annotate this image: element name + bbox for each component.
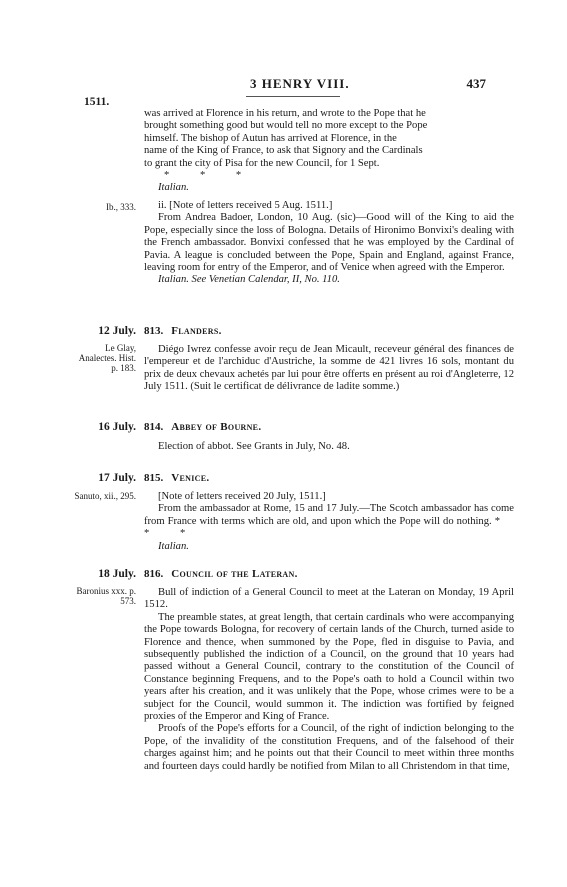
paragraph: From Andrea Badoer, London, 10 Aug. (sic)—Good will of the King to aid the Pope, especially since the loss of Bologna. Details of Hironimo Bonvixi's dealing with the French ambassador. Bonvixi confessed that he was employed by the Cardinal of Pavia. A league is concluded between the Pope, Spain and England, against France, leaving room for entry of the Emperor, and of Venice when agreed with the Emperor. bbox=[144, 212, 514, 274]
paragraph: Bull of indiction of a General Council to meet at the Lateran on Monday, 19 April 1512. bbox=[144, 587, 514, 611]
entry-816-body bbox=[144, 587, 514, 773]
paragraph bbox=[144, 503, 514, 540]
paragraph: Election of abbot. See Grants in July, No. 48. bbox=[158, 441, 350, 452]
language-note: Italian. bbox=[158, 182, 189, 194]
entry-heading: Council of the Lateran. bbox=[171, 568, 298, 580]
page-number: 437 bbox=[466, 76, 486, 91]
entry-number: 814. bbox=[144, 421, 164, 433]
header-title: 3 HENRY VIII. bbox=[250, 76, 350, 91]
reference-line: Italian. See Venetian Calendar, II, No. 110. bbox=[158, 274, 340, 286]
entry-813-body bbox=[144, 344, 514, 394]
entry-heading: Venice. bbox=[171, 472, 210, 484]
text-line: himself. The bishop of Autun has arrived at Florence, in the bbox=[144, 132, 397, 144]
ellipsis-stars: * * * bbox=[164, 170, 256, 182]
entry-heading: Flanders. bbox=[171, 325, 222, 337]
letter-note-block bbox=[144, 200, 514, 287]
entry-814-heading bbox=[144, 421, 514, 434]
text-line: brought something good but would tell no more except to the Pope bbox=[144, 120, 428, 132]
entry-date: 12 July. bbox=[98, 325, 136, 337]
paragraph-text: From the ambassador at Rome, 15 and 17 July.—The Scotch ambassador has come from France with terms which are old, and upon which the Pope will do nothing. bbox=[144, 503, 514, 527]
margin-reference: Baronius xxx. p. 573. bbox=[76, 586, 136, 606]
margin-reference: Ib., 333. bbox=[106, 202, 136, 212]
paragraph: Proofs of the Pope's efforts for a Council, of the right of indiction belonging to the Pope, of the invalidity of the constitution Frequens, and of the falsehood of their charges against him; and he points out that their Council to meet within three months and fourteen days could hardly be notified from Milan to all Christendom in that time, bbox=[144, 723, 514, 772]
continuation-paragraph bbox=[144, 108, 514, 195]
ellipsis-stars: * * * bbox=[144, 515, 515, 540]
note-line: ii. [Note of letters received 5 Aug. 1511.] bbox=[158, 200, 333, 211]
entry-date: 16 July. bbox=[98, 421, 136, 433]
year-marker: 1511. bbox=[84, 96, 110, 108]
text-line: to grant the city of Pisa for the new Council, for 1 Sept. bbox=[144, 157, 380, 169]
entry-date: 18 July. bbox=[98, 568, 136, 580]
paragraph: The preamble states, at great length, that certain cardinals who were accompanying the Pope towards Bologna, for recovery of certain lands of the Church, turned aside to Florence and thence, when summoned by the Pope, fled in disguise to Pavia, and subsequently published the indiction of a Council, on the ground that 10 years had passed without a General Council, contrary to the constitution of the Council of Constance beginning Frequens, and to the Pope's oath to hold a Council within two years after his creation, and it was unlikely that the Pope, whose crimes were to be a subject for the Council, would summon it. The indiction was fortified by feigned proxies of the Emperor and King of France. bbox=[144, 611, 514, 723]
paragraph: Diégo Iwrez confesse avoir reçu de Jean Micault, receveur général des finances de l'empereur et de l'archiduc d'Austriche, la somme de 421 livres 16 sols, montant du prix de deux chevaux achetés par lui pour être offerts en présent au roi d'Angleterre, 12 July 1511. (Suit le certificat de délivrance de ladite somme.) bbox=[144, 344, 514, 393]
running-header bbox=[0, 76, 567, 94]
entry-number: 816. bbox=[144, 568, 164, 580]
entry-date: 17 July. bbox=[98, 472, 136, 484]
entry-number: 815. bbox=[144, 472, 164, 484]
note-line: [Note of letters received 20 July, 1511.] bbox=[158, 491, 326, 502]
entry-815-body bbox=[144, 491, 514, 553]
entry-816-heading bbox=[144, 568, 514, 581]
header-rule bbox=[246, 96, 340, 97]
text-line: was arrived at Florence in his return, and wrote to the Pope that he bbox=[144, 108, 426, 119]
entry-815-heading bbox=[144, 472, 514, 485]
entry-heading: Abbey of Bourne. bbox=[171, 421, 262, 433]
entry-number: 813. bbox=[144, 325, 164, 337]
margin-reference: Sanuto, xii., 295. bbox=[74, 491, 136, 501]
margin-reference: Le Glay, Analectes. Hist. p. 183. bbox=[78, 343, 136, 373]
entry-814-body bbox=[144, 441, 514, 453]
entry-813-heading bbox=[144, 325, 514, 338]
text-line: name of the King of France, to ask that Signory and the Cardinals bbox=[144, 145, 423, 157]
language-note: Italian. bbox=[158, 540, 189, 552]
